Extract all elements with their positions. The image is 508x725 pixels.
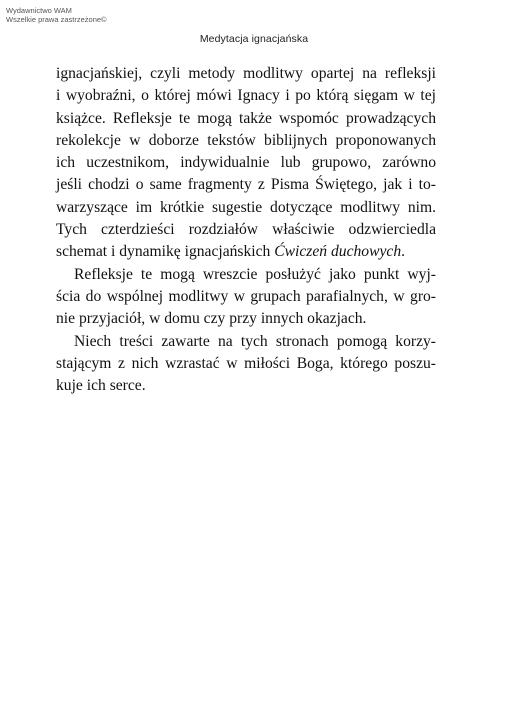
text-line: jeśli chodzi o same fragmenty z Pisma Świętego, jak i to- <box>56 176 436 194</box>
running-head: Medytacja ignacjańska <box>199 33 309 45</box>
text-line: Niech treści zawarte na tych stronach pomogą korzy- <box>74 332 436 350</box>
text-line: stającym z nich wzrastać w miłości Boga, którego poszu- <box>56 354 436 372</box>
copyright-notice <box>6 6 107 24</box>
text-line: Refleksje te mogą wreszcie posłużyć jako punkt wyj- <box>74 265 436 283</box>
publisher-name: Wydawnictwo WAM <box>6 6 72 15</box>
text-line: ścia do wspólnej modlitwy w grupach parafialnych, w gro- <box>56 287 436 305</box>
text-line: ich uczestnikom, indywidualnie lub grupowo, zarówno <box>56 154 436 172</box>
text-line: książce. Refleksje te mogą także wspomóc prowadzących <box>56 109 436 127</box>
text-line: warzyszące im krótkie sugestie dotyczące modlitwy nim. <box>56 198 436 216</box>
text-segment: . <box>401 243 406 261</box>
body-text <box>56 63 436 397</box>
text-line: i wyobraźni, o której mówi Ignacy i po którą sięgam w tej <box>56 87 436 105</box>
rights-notice: Wszelkie prawa zastrzeżone© <box>6 15 107 24</box>
text-line: ignacjańskiej, czyli metody modlitwy opartej na refleksji <box>56 65 436 82</box>
text-line: rekolekcje w doborze tekstów biblijnych proponowanych <box>56 131 436 149</box>
book-title-italic: Ćwiczeń duchowych <box>274 243 402 261</box>
text-line: kuje ich serce. <box>56 377 146 395</box>
text-line <box>56 241 436 263</box>
text-segment: schemat i dynamikę ignacjańskich <box>56 243 275 261</box>
text-line: nie przyjaciół, w domu czy przy innych okazjach. <box>56 310 367 328</box>
text-line: Tych czterdzieści rozdziałów właściwie odzwierciedla <box>56 221 436 239</box>
